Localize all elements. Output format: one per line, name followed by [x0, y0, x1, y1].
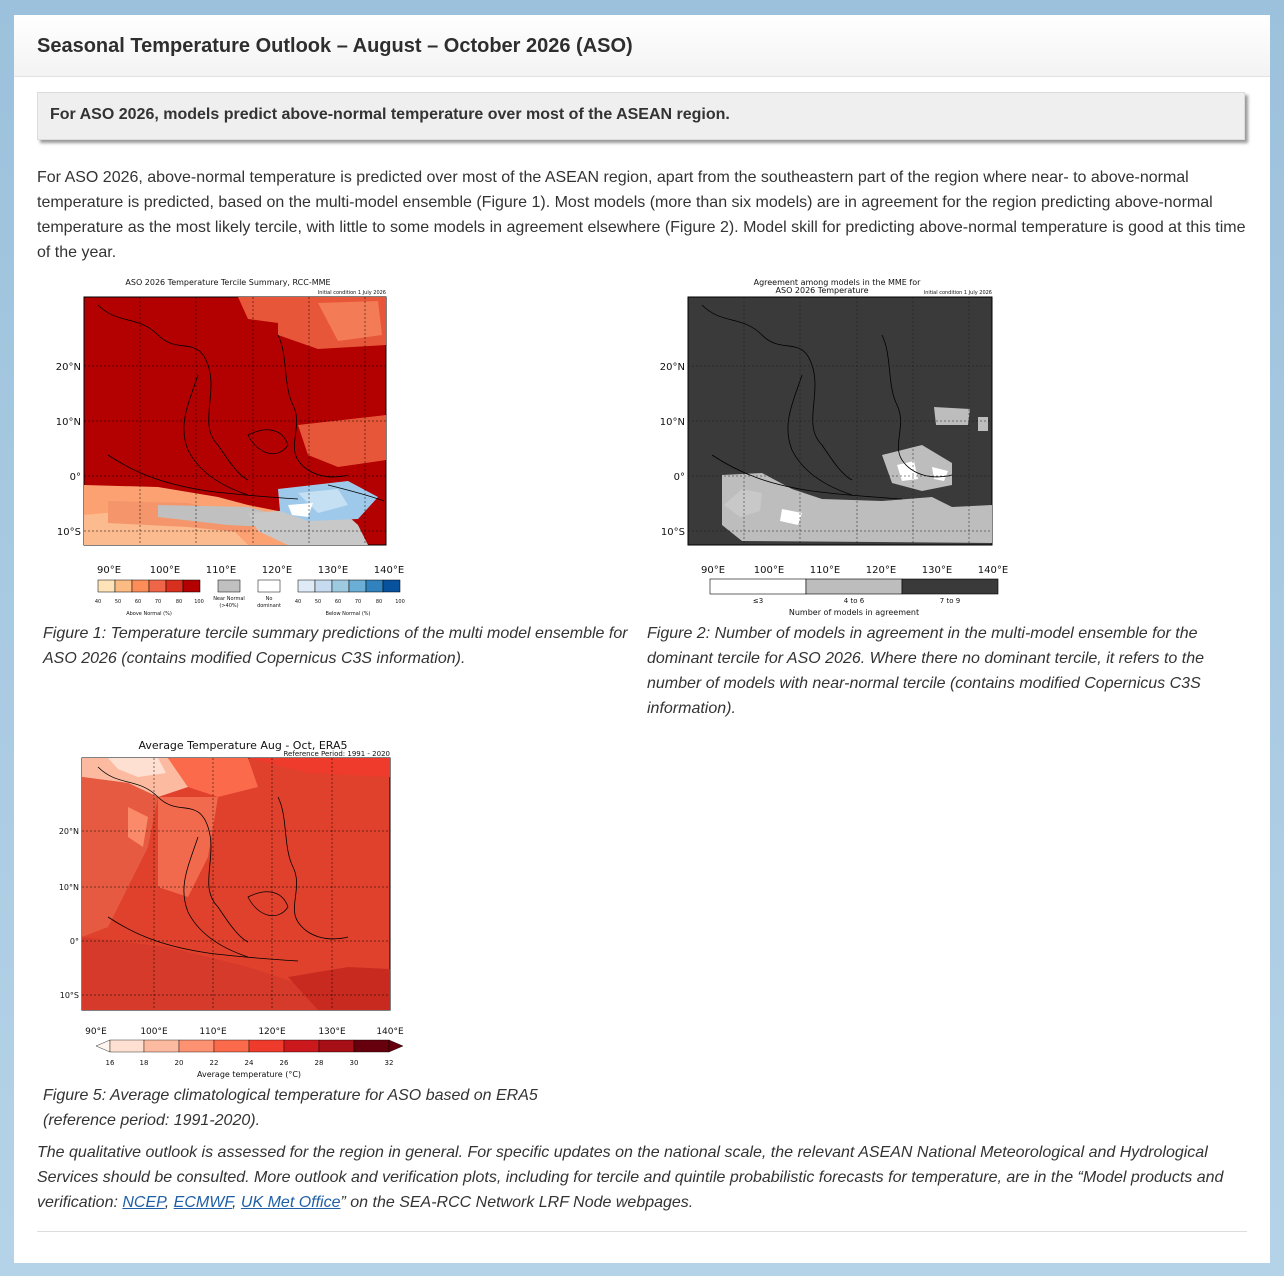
fig2-lon-labels: [701, 565, 1008, 576]
fig1-title: ASO 2026 Temperature Tercile Summary, RCC-MME: [125, 278, 331, 287]
fig1-below-tick: 80: [375, 599, 383, 605]
fig1-lon-100e: 100°E: [149, 565, 181, 576]
fig1-below-tick: 40: [294, 599, 302, 605]
fig1-legend: [95, 580, 405, 617]
uk-met-office-link[interactable]: UK Met Office: [240, 1194, 341, 1211]
fig2-lon-100e: 100°E: [753, 565, 785, 576]
fig1-lat-10s: 10°S: [56, 527, 81, 538]
outlook-panel: [14, 15, 1270, 1263]
fig5-tick: 16: [105, 1059, 115, 1067]
fig5-lon-140e: 140°E: [376, 1027, 404, 1037]
fig1-above-tick: 60: [134, 599, 142, 605]
fig2-bin-1-label: ≤3: [752, 597, 764, 605]
fig1-below-ticks: [295, 599, 405, 605]
fig5-lat-20n: 20°N: [58, 827, 79, 836]
fig1-nodom-label-2: dominant: [257, 603, 281, 609]
fig2-bin-3-label: 7 to 9: [939, 597, 961, 605]
fig5-lon-labels: [85, 1027, 404, 1037]
figure-5-caption: Figure 5: Average climatological temperature for ASO based on ERA5 (reference period: 1991-2020).: [43, 1087, 538, 1129]
fig2-bin-2-label: 4 to 6: [843, 597, 865, 605]
footer-sep-1: ,: [164, 1194, 174, 1211]
fig1-lat-20n: 20°N: [55, 362, 81, 373]
fig5-tick: 32: [384, 1059, 394, 1067]
fig2-lon-90e: 90°E: [700, 565, 726, 576]
fig1-below-tick: 50: [314, 599, 322, 605]
fig1-below-tick: 60: [334, 599, 342, 605]
fig1-nodom-label-1: No: [265, 596, 273, 602]
fig1-lon-120e: 120°E: [261, 565, 293, 576]
fig5-lon-90e: 90°E: [85, 1027, 107, 1037]
fig1-above-tick: 80: [175, 599, 183, 605]
fig5-lat-0: 0°: [69, 937, 79, 946]
fig2-lon-140e: 140°E: [977, 565, 1009, 576]
fig1-below-tick: 70: [354, 599, 362, 605]
fig5-lon-100e: 100°E: [140, 1027, 168, 1037]
fig1-above-tick: 40: [94, 599, 102, 605]
fig1-map: [84, 297, 386, 545]
footer-paragraph: [37, 1140, 1237, 1215]
fig5-tick: 20: [174, 1059, 184, 1067]
fig5-lat-labels: [59, 827, 79, 1000]
figure-2-agreement-map: [652, 275, 1009, 617]
page-title: Seasonal Temperature Outlook – August – October 2026 (ASO): [37, 35, 633, 57]
fig1-nodom-swatch: [258, 580, 280, 592]
fig1-near-label-2: (>40%): [219, 603, 239, 609]
fig2-colorbar: [710, 579, 998, 617]
fig1-near-swatch: [218, 580, 240, 592]
fig5-tick: 28: [314, 1059, 324, 1067]
fig1-below-colorbar: [298, 580, 400, 592]
fig2-bin-3-swatch: [902, 579, 998, 594]
fig1-lat-10n: 10°N: [55, 417, 81, 428]
fig1-lon-130e: 130°E: [317, 565, 349, 576]
footer-text-before: The qualitative outlook is assessed for the region in general. For specific updates on the national scale, the relevant ASEAN National Meteorological and Hydrological Services should be consulted. More outlook and verification plots, including for tercile and quintile probabilistic forecasts for temperature, are in the “Model products and verification:: [37, 1144, 1224, 1211]
fig2-lon-110e: 110°E: [809, 565, 841, 576]
fig5-colorbar: [96, 1040, 403, 1052]
fig2-lat-0: 0°: [673, 472, 685, 483]
fig5-tick: 18: [139, 1059, 149, 1067]
fig5-lon-120e: 120°E: [258, 1027, 286, 1037]
fig5-subtitle: Reference Period: 1991 - 2020: [283, 750, 390, 758]
ncep-link[interactable]: NCEP: [122, 1194, 165, 1211]
fig1-above-label: Above Normal (%): [126, 611, 172, 617]
fig1-below-tick: 100: [395, 599, 405, 605]
fig1-lon-110e: 110°E: [205, 565, 237, 576]
figure-2-caption: Figure 2: Number of models in agreement in the multi-model ensemble for the dominant tercile for ASO 2026. Where there no dominant tercile, it refers to the number of models with near-normal tercile (contains modified Copernicus C3S information).: [647, 625, 1205, 717]
footer-sep-2: ,: [232, 1194, 241, 1211]
fig5-lon-130e: 130°E: [318, 1027, 346, 1037]
fig5-lon-110e: 110°E: [199, 1027, 227, 1037]
fig5-lat-10s: 10°S: [59, 991, 79, 1000]
summary-box: For ASO 2026, models predict above-normal temperature over most of the ASEAN region.: [37, 92, 1245, 140]
fig1-above-tick: 50: [114, 599, 122, 605]
fig2-title-line2: ASO 2026 Temperature: [775, 286, 869, 295]
figure-1-tercile-map: [48, 275, 408, 617]
fig1-subtitle: Initial condition 1 July 2026: [317, 290, 386, 296]
fig2-map: [688, 297, 992, 545]
fig1-above-tick: 70: [154, 599, 162, 605]
fig2-lon-130e: 130°E: [921, 565, 953, 576]
fig5-tick: 26: [279, 1059, 289, 1067]
fig1-lon-labels: [97, 565, 404, 576]
fig1-lon-90e: 90°E: [96, 565, 122, 576]
fig1-above-tick: 100: [194, 599, 204, 605]
fig2-title-line1: Agreement among models in the MME for: [753, 278, 921, 287]
fig2-bin-1-swatch: [710, 579, 806, 594]
fig2-lat-10s: 10°S: [660, 527, 685, 538]
title-bar: [14, 15, 1270, 77]
fig2-lon-120e: 120°E: [865, 565, 897, 576]
fig5-map: [82, 758, 390, 1010]
ecmwf-link[interactable]: ECMWF: [173, 1194, 233, 1211]
intro-paragraph: For ASO 2026, above-normal temperature is predicted over most of the ASEAN region, apart from the southeastern part of the region where near- to above-normal temperature is predicted, based on the multi-model ensemble (Figure 1). Most models (more than six models) are in agreement for the region predicting above-normal temperature as the most likely tercile, with little to some models in agreement elsewhere (Figure 2). Model skill for predicting above-normal temperature is good at this time of the year.: [37, 169, 1246, 261]
fig1-above-ticks: [95, 599, 204, 605]
fig5-tick: 30: [349, 1059, 359, 1067]
fig5-title: Average Temperature Aug - Oct, ERA5: [138, 739, 348, 752]
fig2-subtitle: Initial condition 1 July 2026: [923, 290, 992, 296]
fig1-lat-0: 0°: [69, 472, 81, 483]
fig5-colorbar-label: Average temperature (°C): [196, 1070, 302, 1079]
fig1-lat-labels: [56, 362, 81, 538]
fig5-tick: 24: [244, 1059, 254, 1067]
figure-1-caption: Figure 1: Temperature tercile summary predictions of the multi model ensemble for ASO 2026 (contains modified Copernicus C3S information).: [43, 625, 628, 667]
fig5-colorbar-ticks: [106, 1059, 394, 1067]
fig5-tick: 22: [209, 1059, 219, 1067]
footer-text-after: ” on the SEA-RCC Network LRF Node webpages.: [340, 1194, 694, 1211]
fig5-lat-10n: 10°N: [58, 883, 79, 892]
fig2-lat-labels: [660, 362, 685, 538]
fig1-below-label: Below Normal (%): [325, 611, 371, 617]
fig1-near-label-1: Near Normal: [213, 596, 245, 602]
bottom-divider: [37, 1231, 1247, 1232]
figure-5-average-temperature-map: [48, 737, 408, 1079]
fig2-lat-10n: 10°N: [659, 417, 685, 428]
fig2-bin-2-swatch: [806, 579, 902, 594]
fig2-colorbar-label: Number of models in agreement: [788, 608, 920, 617]
fig2-lat-20n: 20°N: [659, 362, 685, 373]
fig1-above-colorbar: [98, 580, 200, 592]
fig1-lon-140e: 140°E: [373, 565, 405, 576]
